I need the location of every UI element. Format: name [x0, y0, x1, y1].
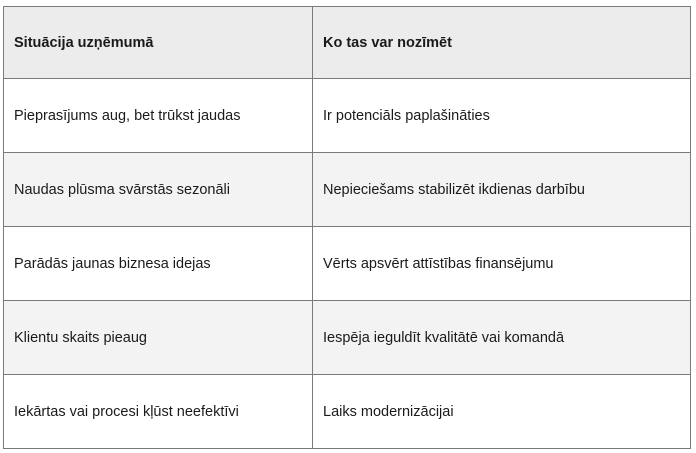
- table-row: [4, 227, 691, 301]
- table-row: [4, 301, 691, 375]
- column-header-meaning: Ko tas var nozīmēt: [313, 7, 691, 79]
- situation-cell: Iekārtas vai procesi kļūst neefektīvi: [4, 375, 313, 449]
- situation-cell: Naudas plūsma svārstās sezonāli: [4, 153, 313, 227]
- situation-cell: Pieprasījums aug, bet trūkst jaudas: [4, 79, 313, 153]
- situation-cell: Parādās jaunas biznesa idejas: [4, 227, 313, 301]
- table-header-row: [4, 7, 691, 79]
- table-row: [4, 153, 691, 227]
- meaning-cell: Iespēja ieguldīt kvalitātē vai komandā: [313, 301, 691, 375]
- situation-cell: Klientu skaits pieaug: [4, 301, 313, 375]
- table-row: [4, 375, 691, 449]
- meaning-cell: Laiks modernizācijai: [313, 375, 691, 449]
- meaning-cell: Nepieciešams stabilizēt ikdienas darbību: [313, 153, 691, 227]
- column-header-situation: Situācija uzņēmumā: [4, 7, 313, 79]
- meaning-cell: Vērts apsvērt attīstības finansējumu: [313, 227, 691, 301]
- situation-table: [3, 6, 691, 449]
- table-row: [4, 79, 691, 153]
- meaning-cell: Ir potenciāls paplašināties: [313, 79, 691, 153]
